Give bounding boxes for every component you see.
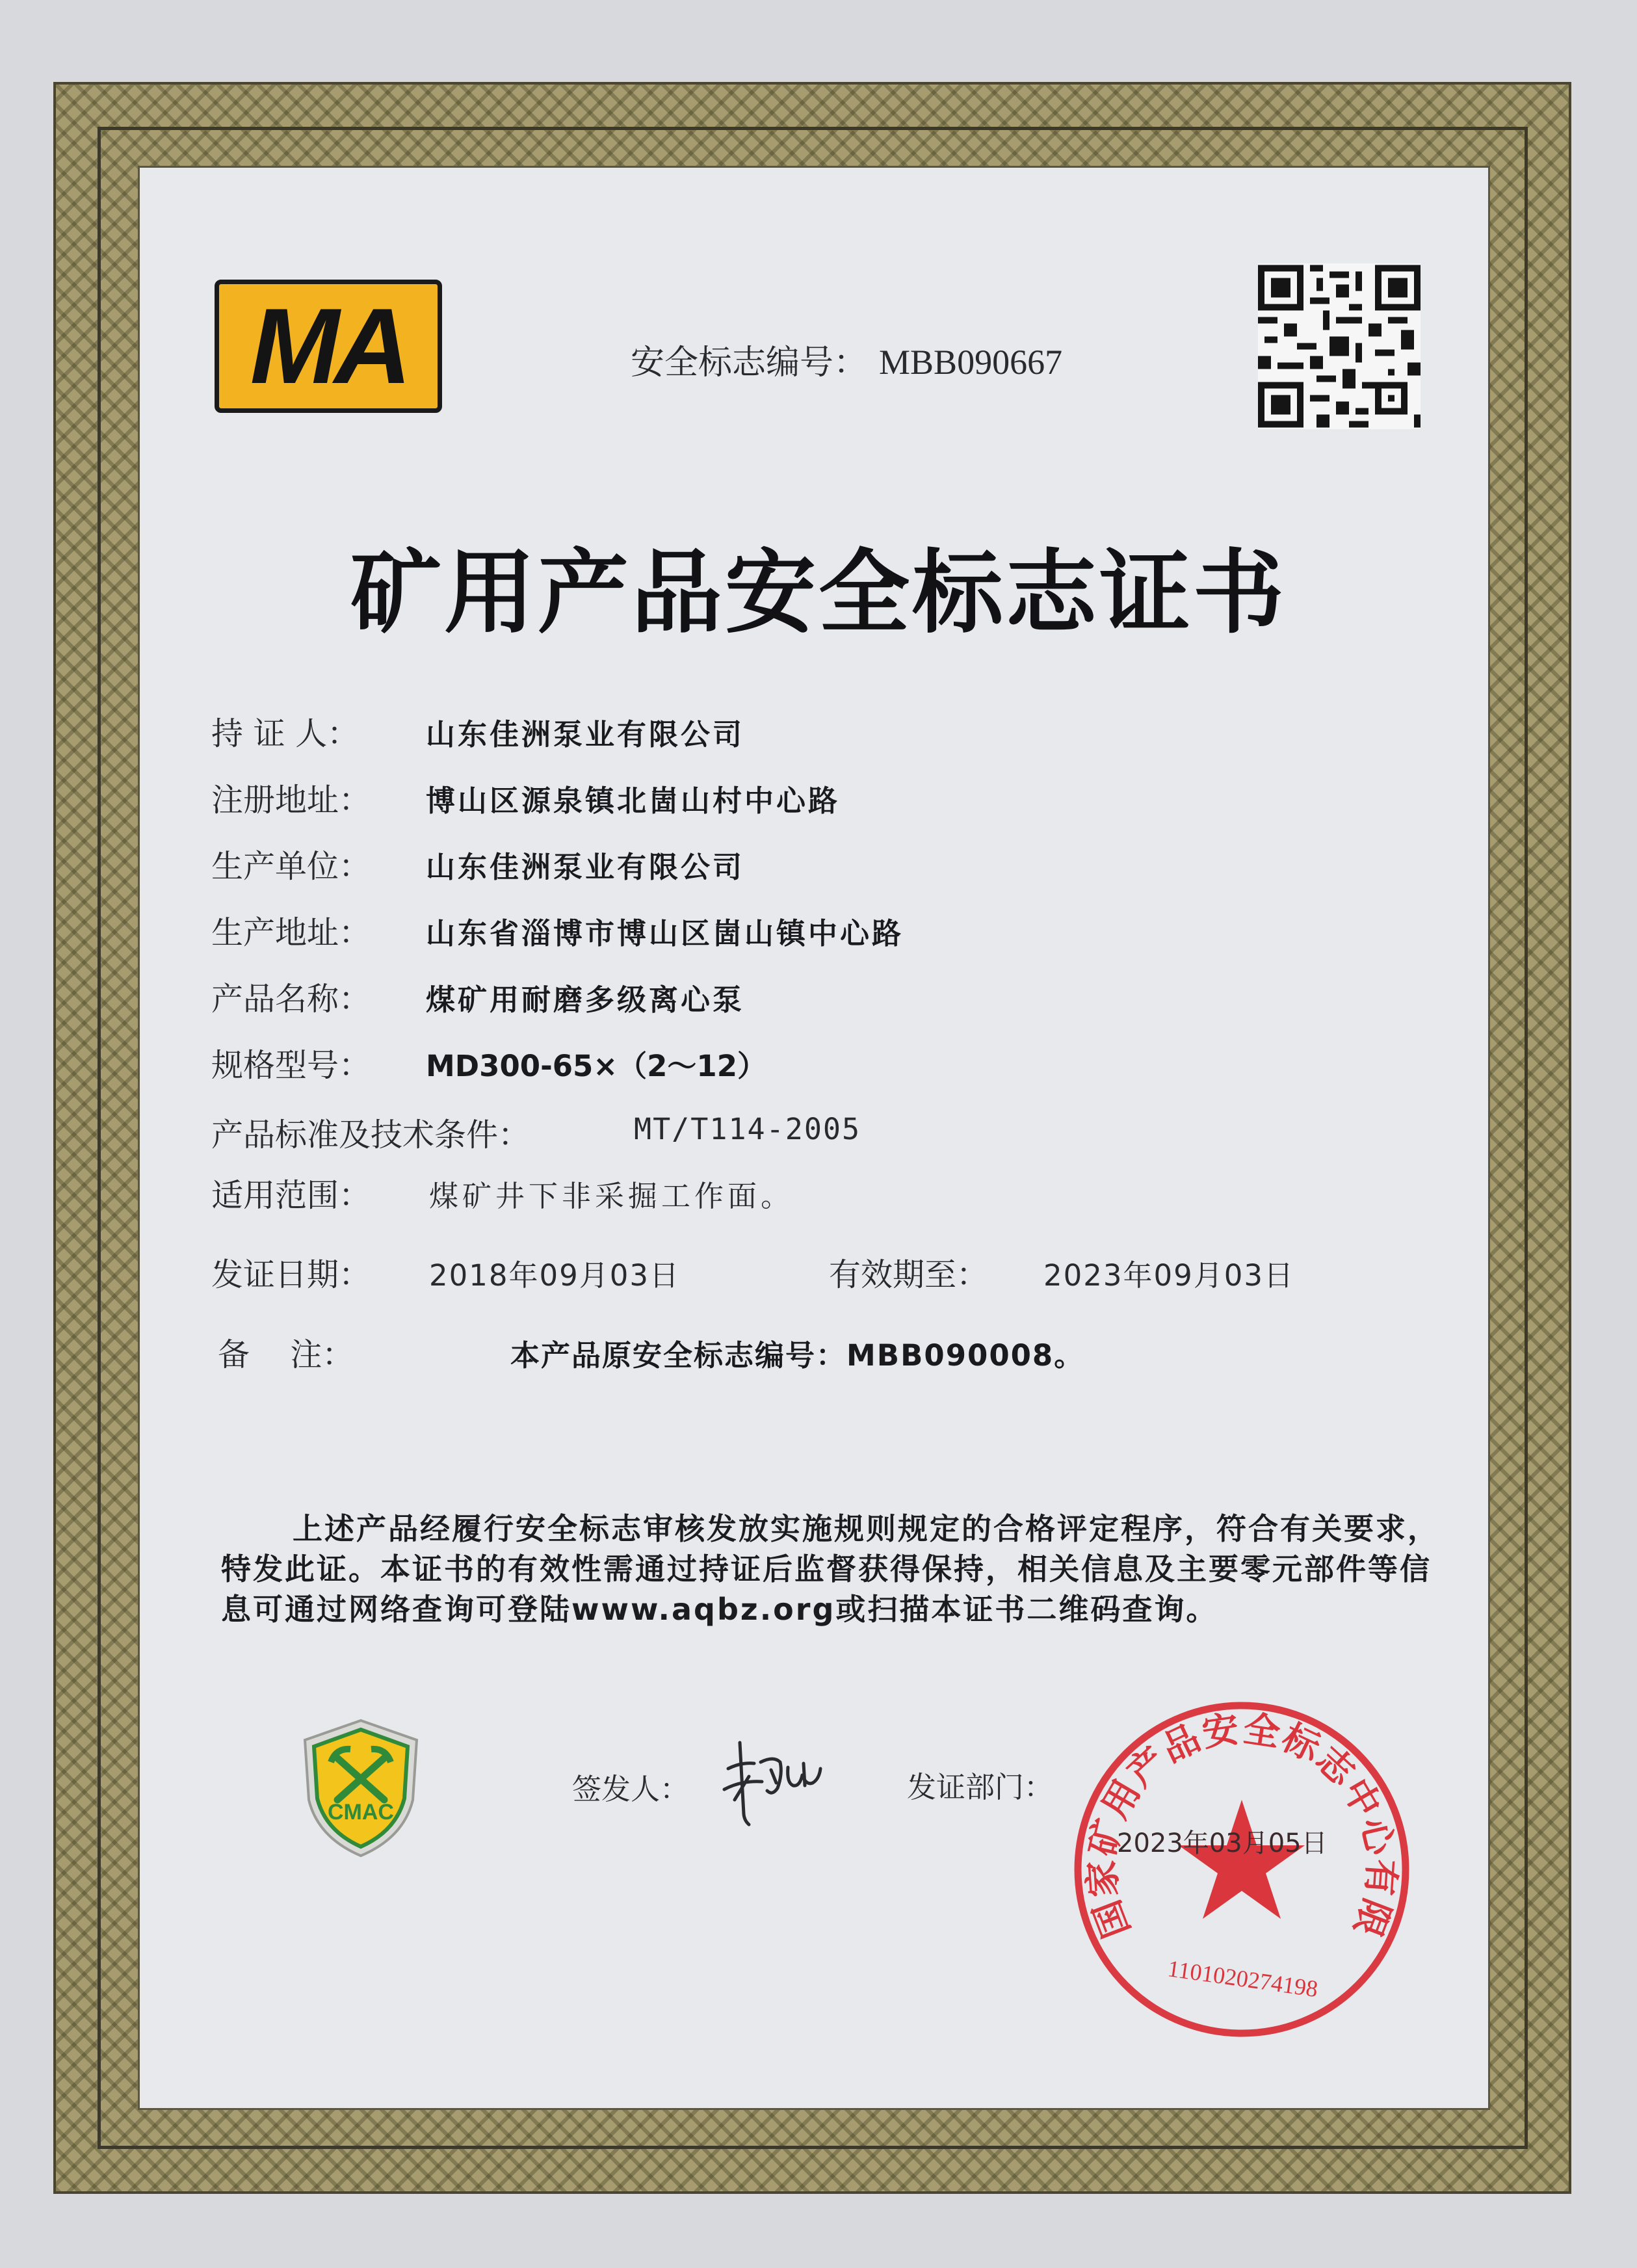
reg-address-label: 注册地址： [211,782,371,819]
manufacturer-label: 生产单位： [211,848,371,885]
valid-until-label: 有效期至： [829,1256,989,1293]
model-value: MD300-65×（2～12） [426,1049,767,1083]
issuer-label: 签发人： [572,1772,690,1806]
ma-logo-text: MA [250,286,407,406]
seal-text: 国家矿用产品安全标志中心有限 [1080,1707,1404,1944]
remark-value: 本产品原安全标志编号：MBB090008。 [510,1338,1085,1373]
valid-until-value: 2023年09月03日 [1043,1258,1295,1293]
scope-label: 适用范围： [211,1177,371,1214]
production-address-label: 生产地址： [211,914,371,951]
scope-value: 煤矿井下非采掘工作面。 [429,1179,794,1213]
remark-label: 备 注： [218,1336,354,1373]
holder-value: 山东佳洲泵业有限公司 [426,717,745,752]
certificate-number-value: MBB090667 [879,343,1063,382]
product-name-value: 煤矿用耐磨多级离心泵 [426,982,745,1017]
product-name-label: 产品名称： [211,981,371,1018]
manufacturer-value: 山东佳洲泵业有限公司 [426,850,745,884]
cmac-logo-text: CMAC [328,1800,394,1825]
seal-date: 2023年03月05日 [1117,1828,1328,1858]
certification-statement: 上述产品经履行安全标志审核发放实施规则规定的合格评定程序，符合有关要求，特发此证。本证书的有效性需通过持证后监督获得保持，相关信息及主要零元部件等信息可通过网络查询可登陆www.aqbz.org或扫描本证书二维码查询。 [221,1511,1439,1627]
department-label: 发证部门： [907,1770,1054,1804]
issue-date-label: 发证日期： [211,1256,371,1293]
official-seal [1066,1697,1417,2042]
issuer-signature [715,1723,839,1834]
issue-date-value: 2018年09月03日 [429,1258,681,1293]
svg-text:安标国家矿用产品安全标志中心有限公司 [1066,1697,1403,1944]
certificate-number-label: 安全标志编号： [631,343,868,382]
holder-label: 持 证 人： [211,715,360,752]
production-address-value: 山东省淄博市博山区崮山镇中心路 [426,916,904,951]
reg-address-value: 博山区源泉镇北崮山村中心路 [426,784,841,818]
model-label: 规格型号： [211,1047,371,1084]
certificate-title: 矿用产品安全标志证书 [350,540,1287,646]
ma-logo [215,280,442,413]
cmac-logo [296,1717,426,1860]
qr-code-icon[interactable] [1258,263,1421,429]
certificate-number [631,335,1062,384]
standard-value: MT/T114-2005 [634,1112,861,1146]
seal-code: 1101020274198 [1166,1955,1320,2003]
standard-label: 产品标准及技术条件： [211,1116,530,1154]
